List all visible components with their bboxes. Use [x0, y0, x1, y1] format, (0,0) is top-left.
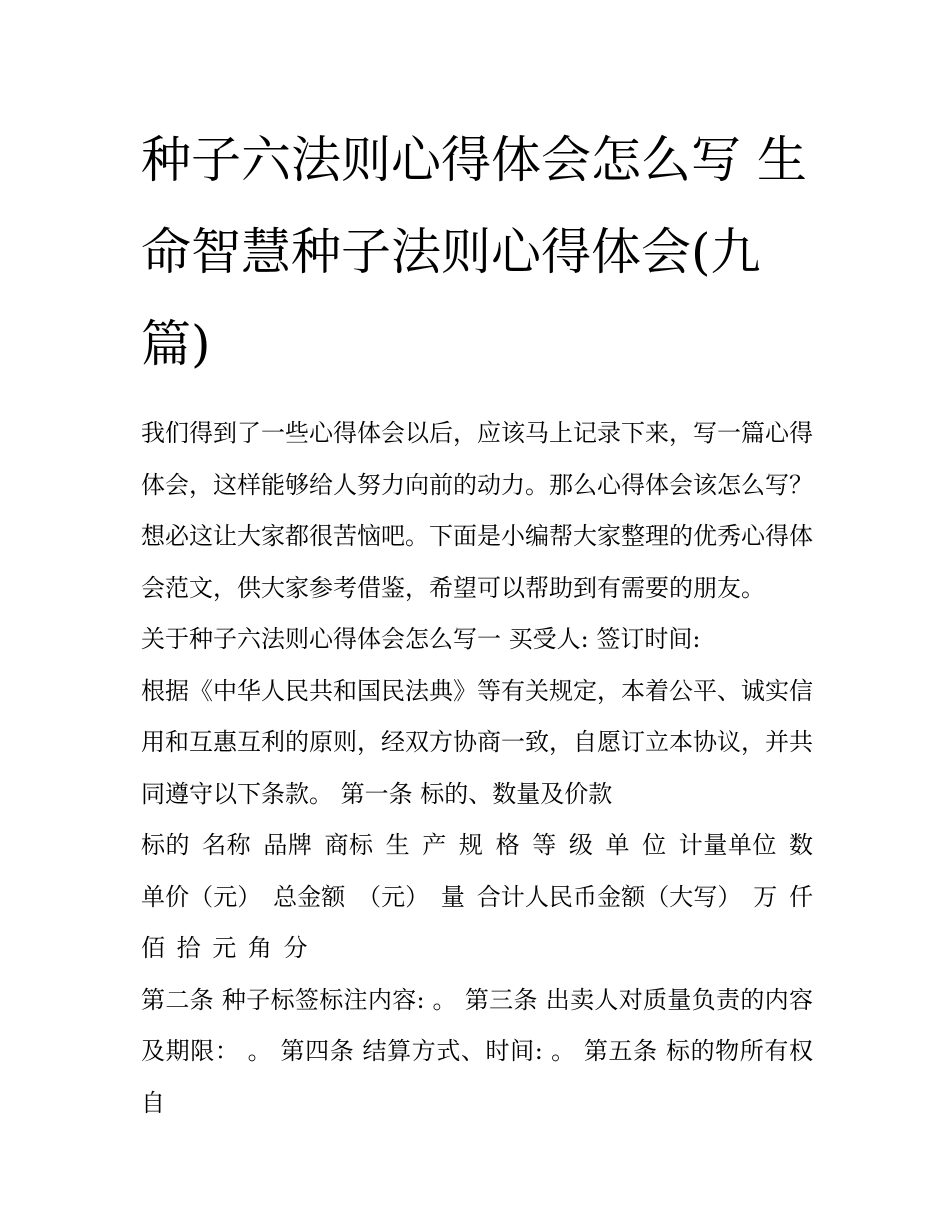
contract-header-line: 关于种子六法则心得体会怎么写一 买受人: 签订时间:: [141, 625, 701, 653]
document-page: [141, 114, 813, 1129]
intro-paragraph: 我们得到了一些心得体会以后，应该马上记录下来，写一篇心得体会，这样能够给人努力向前的动力。那么心得体会该怎么写？想必这让大家都很苦恼吧。下面是小编帮大家整理的优秀心得体会范文，供大家参考借鉴，希望可以帮助到有需要的朋友。: [141, 419, 813, 602]
contract-table-fields: 标的 名称 品牌 商标 生 产 规 格 等 级 单 位 计量单位 数 单价（元） 总金额 （元） 量 合计人民币金额（大写） 万 仟 佰 拾 元 角 分: [141, 831, 813, 962]
contract-preamble: 根据《中华人民共和国民法典》等有关规定，本着公平、诚实信用和互惠互利的原则，经双方协商一致，自愿订立本协议，并共同遵守以下条款。 第一条 标的、数量及价款: [141, 676, 813, 808]
document-title: 种子六法则心得体会怎么写 生命智慧种子法则心得体会(九篇): [141, 131, 807, 373]
contract-articles: 第二条 种子标签标注内容: 。 第三条 出卖人对质量负责的内容及期限： 。 第四条 结算方式、时间: 。 第五条 标的物所有权自: [141, 985, 813, 1117]
